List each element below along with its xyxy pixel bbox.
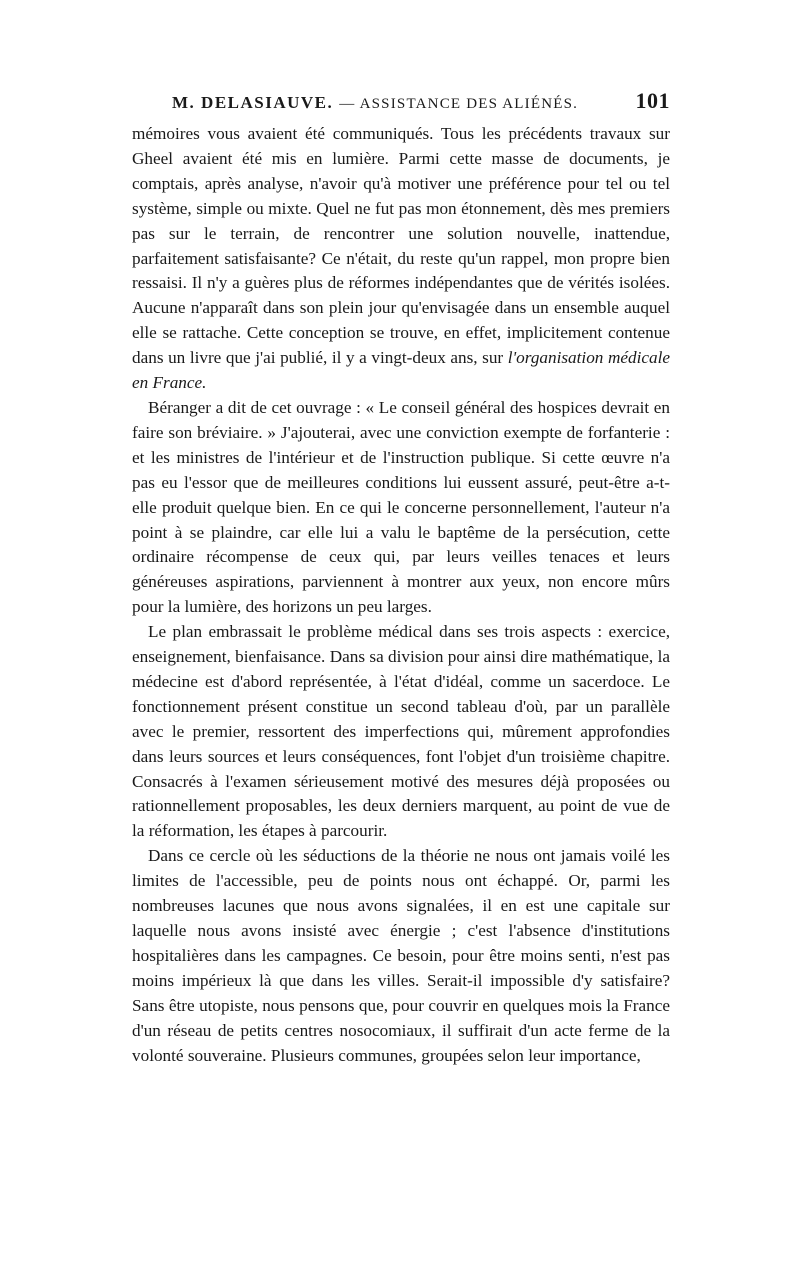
header-title xyxy=(333,96,627,113)
paragraph-3: Le plan embrassait le problème médical dans ses trois aspects : exercice, enseignement, bienfaisance. Dans sa division pour ainsi dire mathématique, la médecine est d'abord représentée, à l'état d'idéal, comme un sacerdoce. Le fonctionnement présent constitue un second tableau d'où, par un parallèle avec le premier, ressortent des imperfections qui, mûrement approfondies dans leurs sources et leurs conséquences, font l'objet d'un troisième chapitre. Consacrés à l'examen sérieusement motivé des mesures déjà proposées ou rationnellement proposables, les deux derniers marquent, au point de vue de la réformation, les étapes à parcourir. xyxy=(132,622,670,841)
body-text xyxy=(132,122,670,1068)
paragraph-4: Dans ce cercle où les séductions de la théorie ne nous ont jamais voilé les limites de l'accessible, peu de points nous ont échappé. Or, parmi les nombreuses lacunes que nous avons signalées, il en est une capitale sur laquelle nous avons insisté avec énergie ; c'est l'absence d'institutions hospitalières dans les campagnes. Ce besoin, pour être moins senti, n'est pas moins impérieux là que dans les villes. Serait-il impossible d'y satisfaire? Sans être utopiste, nous pensons que, pour couvrir en quelques mois la France d'un réseau de petits centres nosocomiaux, il suffirait d'un acte ferme de la volonté souveraine. Plusieurs communes, groupées selon leur importance, xyxy=(132,846,670,1065)
paragraph-1-text: mémoires vous avaient été communiqués. Tous les précédents travaux sur Gheel avaient été mis en lumière. Parmi cette masse de documents, je comptais, après analyse, n'avoir qu'à motiver une préférence pour tel ou tel système, simple ou mixte. Quel ne fut pas mon étonnement, dès mes premiers pas sur le terrain, de rencontrer une solution nouvelle, inattendue, parfaitement satisfaisante? Ce n'était, du reste qu'un rappel, mon propre bien ressaisi. Il n'y a guères plus de réformes indépendantes que de vérités isolées. Aucune n'apparaît dans son plein jour qu'envisagée dans un ensemble auquel elle se rattache. Cette conception se trouve, en effet, implicitement contenue dans un livre que j'ai publié, il y a vingt-deux ans, sur xyxy=(132,124,670,368)
running-header xyxy=(132,88,670,122)
book-page xyxy=(132,88,670,1068)
header-author: M. DELASIAUVE. xyxy=(172,93,334,112)
page-number: 101 xyxy=(635,88,670,113)
paragraph-2: Béranger a dit de cet ouvrage : « Le conseil général des hospices devrait en faire son bréviaire. » J'ajouterai, avec une conviction exempte de forfanterie : et les ministres de l'intérieur et de l'instruction publique. Si cette œuvre n'a pas eu l'essor que de meilleures conditions lui eussent assuré, peut-être a-t-elle produit quelque bien. En ce qui le concerne personnellement, l'auteur n'a point à se plaindre, car elle lui a valu le baptême de la persécution, cette ordinaire récompense de ceux qui, par leurs veilles tenaces et leurs généreuses aspirations, parviennent à montrer aux yeux, non encore mûrs pour la lumière, des horizons un peu larges. xyxy=(132,397,670,617)
header-title-text: ASSISTANCE DES ALIÉNÉS. xyxy=(359,96,579,112)
book-title-italic: l'organisation médicale en France. xyxy=(132,348,670,393)
header-separator: — xyxy=(339,96,356,112)
paragraph-1 xyxy=(132,122,670,396)
